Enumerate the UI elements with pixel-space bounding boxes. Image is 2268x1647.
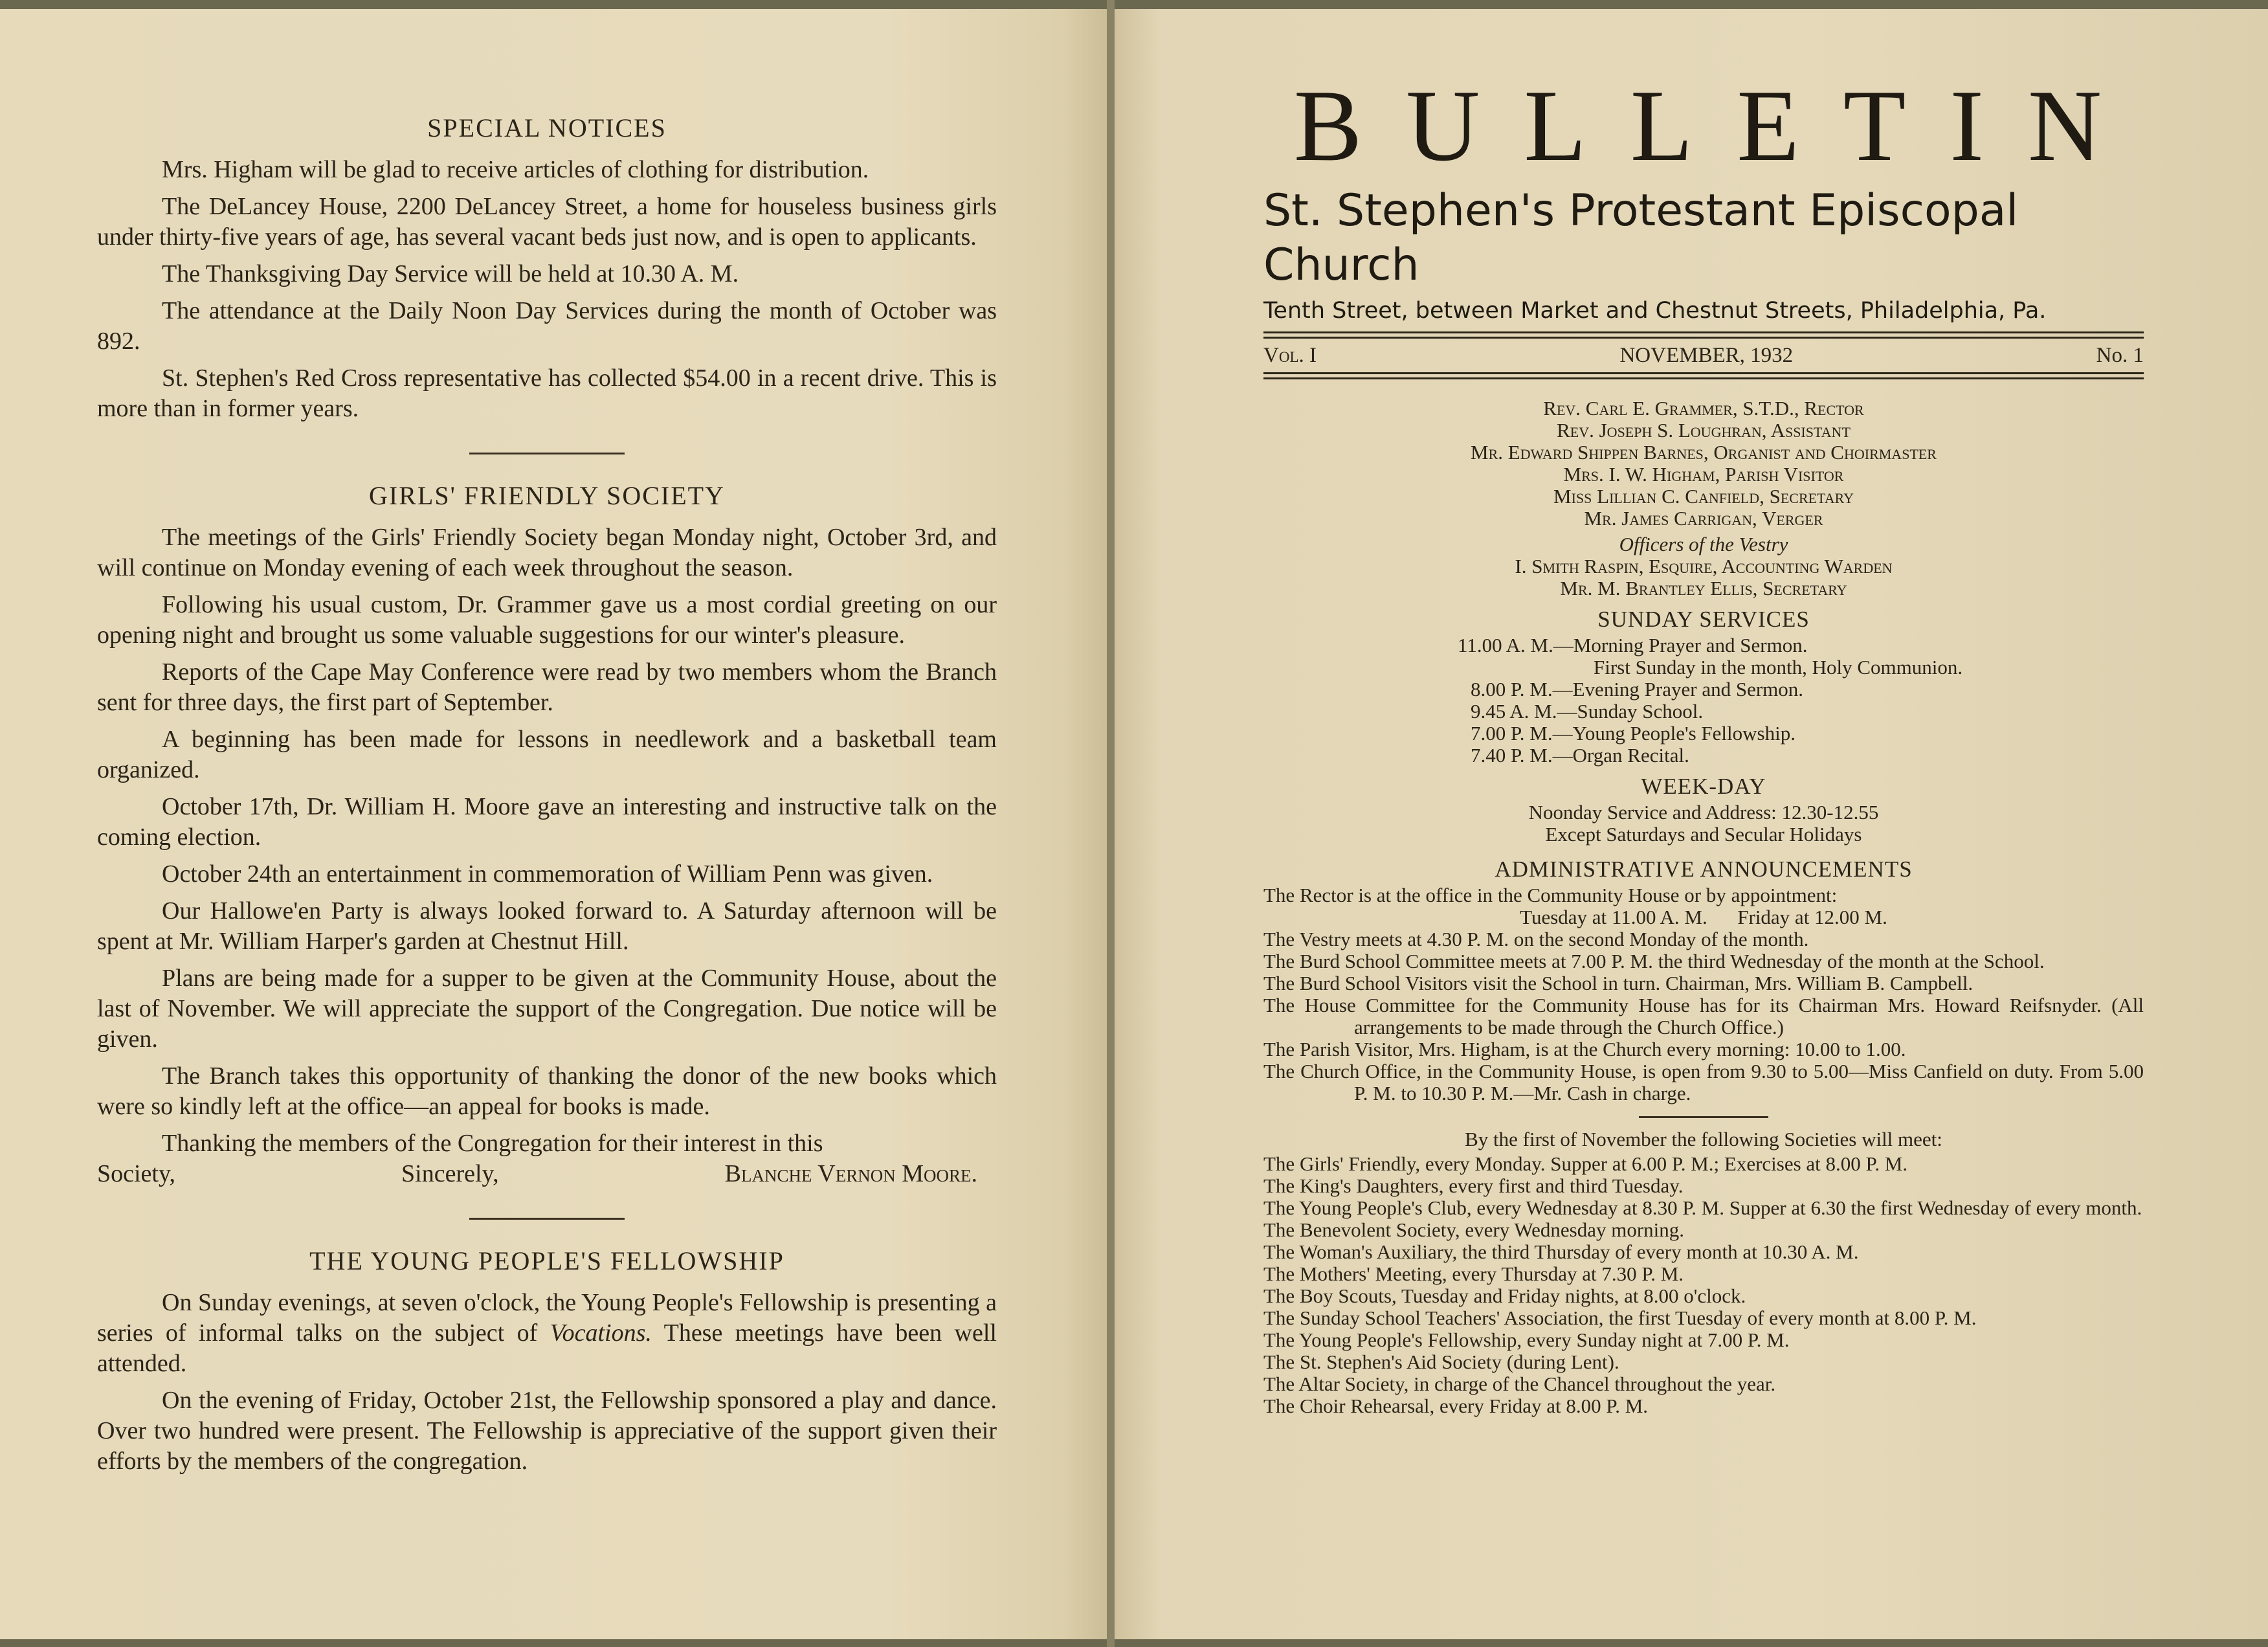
vestry-list <box>1263 555 2144 599</box>
ypf-text: On Sunday evenings, at seven o'clock, the Young People's Fellowship is presenting a series of informal talks on the subject of <box>97 1289 997 1347</box>
gfs-paragraph: Plans are being made for a supper to be given at the Community House, about the last of November. We will appreciate the support of the Congregation. Due notice will be given. <box>97 965 997 1053</box>
staff-entry: Mr. Edward Shippen Barnes, Organist and Choirmaster <box>1471 441 1937 464</box>
weekday-heading: WEEK-DAY <box>1641 774 1766 799</box>
admin-entry: The Rector is at the office in the Community House or by appointment: <box>1263 884 1838 906</box>
notice-paragraph: The attendance at the Daily Noon Day Services during the month of October was 892. <box>97 297 997 355</box>
society-entry: The Boy Scouts, Tuesday and Friday nights, at 8.00 o'clock. <box>1263 1284 1746 1307</box>
staff-list <box>1263 398 2144 530</box>
staff-entry: Mrs. I. W. Higham, Parish Visitor <box>1563 463 1844 486</box>
vestry-entry: Mr. M. Brantley Ellis, Secretary <box>1560 577 1847 599</box>
section-divider <box>1639 1116 1768 1118</box>
ypf-paragraph <box>97 1288 997 1379</box>
issue-date: NOVEMBER, 1932 <box>1619 344 1794 367</box>
service-entry: 8.00 P. M.—Evening Prayer and Sermon. <box>1471 678 1804 700</box>
service-entry: 9.45 A. M.—Sunday School. <box>1471 700 1704 723</box>
sunday-services-list <box>1458 634 2144 767</box>
staff-entry: Rev. Joseph S. Loughran, Assistant <box>1557 419 1851 442</box>
admin-entry: The Burd School Committee meets at 7.00 P. M. the third Wednesday of the month at the School. <box>1263 950 2045 972</box>
sunday-services-heading: SUNDAY SERVICES <box>1597 607 1810 632</box>
service-entry: 7.00 P. M.—Young People's Fellowship. <box>1471 722 1796 745</box>
admin-list <box>1263 884 2144 1104</box>
gfs-paragraph: October 24th an entertainment in commemoration of William Penn was given. <box>162 860 933 888</box>
masthead-rule <box>1263 331 2144 339</box>
admin-entry: The Burd School Visitors visit the School in turn. Chairman, Mrs. William B. Campbell. <box>1263 972 1973 994</box>
page-gutter <box>1107 0 1115 1647</box>
vestry-entry: I. Smith Raspin, Esquire, Accounting Warden <box>1515 555 1893 577</box>
admin-heading: ADMINISTRATIVE ANNOUNCEMENTS <box>1495 857 1913 882</box>
societies-list <box>1263 1153 2144 1417</box>
young-peoples-heading: THE YOUNG PEOPLE'S FELLOWSHIP <box>309 1246 784 1275</box>
society-entry: The Young People's Club, every Wednesday at 8.30 P. M. Supper at 6.30 the first Wednesday of every month. <box>1263 1196 2142 1219</box>
ypf-italic: Vocations. <box>550 1319 652 1347</box>
notice-paragraph: The DeLancey House, 2200 DeLancey Street, a home for houseless business girls under thirty-five years of age, has several vacant beds just now, and is open to applicants. <box>97 193 997 251</box>
admin-entry: The Church Office, in the Community House, is open from 9.30 to 5.00—Miss Canfield on duty. From 5.00 P. M. to 10.30 P. M.—Mr. Cash in charge. <box>1263 1060 2144 1104</box>
right-column <box>1263 71 2144 1417</box>
issue-line <box>1263 342 2144 368</box>
gfs-paragraph: October 17th, Dr. William H. Moore gave an interesting and instructive talk on the coming election. <box>97 793 997 851</box>
gfs-paragraph: The Branch takes this opportunity of thanking the donor of the new books which were so kindly left at the office—an appeal for books is made. <box>97 1062 997 1120</box>
gfs-paragraph: Following his usual custom, Dr. Grammer gave us a most cordial greeting on our opening night and brought us some valuable suggestions for our winter's pleasure. <box>97 591 997 649</box>
vestry-heading: Officers of the Vestry <box>1619 533 1788 555</box>
signature-society: Society, <box>97 1160 176 1187</box>
signature-name: Blanche Vernon Moore. <box>724 1160 977 1187</box>
societies-intro: By the first of November the following Societies will meet: <box>1465 1128 1942 1150</box>
notice-paragraph: The Thanksgiving Day Service will be held at 10.30 A. M. <box>162 260 739 287</box>
staff-entry: Rev. Carl E. Grammer, S.T.D., Rector <box>1543 397 1864 420</box>
church-name: St. Stephen's Protestant Episcopal Church <box>1263 185 2019 291</box>
admin-entry: The House Committee for the Community House has for its Chairman Mrs. Howard Reifsnyder. (All arrangements to be made through the Church Office.) <box>1263 994 2144 1038</box>
society-entry: The Young People's Fellowship, every Sunday night at 7.00 P. M. <box>1263 1328 1790 1351</box>
ypf-paragraph: On the evening of Friday, October 21st, the Fellowship sponsored a play and dance. Over two hundred were present. The Fellowship is appreciative of the support given their efforts by the members of the congregation. <box>97 1387 997 1475</box>
ypf-text: These meetings have been well attended. <box>97 1319 997 1377</box>
admin-entry: The Vestry meets at 4.30 P. M. on the second Monday of the month. <box>1263 928 1809 950</box>
signature-closing: Sincerely, <box>401 1160 499 1187</box>
gfs-paragraph: The meetings of the Girls' Friendly Society began Monday night, October 3rd, and will continue on Monday evening of each week throughout the season. <box>97 524 997 581</box>
girls-friendly-heading: GIRLS' FRIENDLY SOCIETY <box>369 481 725 510</box>
masthead-title: BULLETIN <box>1293 69 2146 183</box>
staff-entry: Miss Lillian C. Canfield, Secretary <box>1553 485 1854 508</box>
section-divider <box>469 1218 625 1220</box>
service-entry: 7.40 P. M.—Organ Recital. <box>1471 744 1689 767</box>
service-entry: 11.00 A. M.—Morning Prayer and Sermon. <box>1458 634 1808 656</box>
notice-paragraph: St. Stephen's Red Cross representative has collected $54.00 in a recent drive. This is more than in former years. <box>97 364 997 422</box>
gfs-paragraph: Thanking the members of the Congregation for their interest in this <box>162 1130 823 1157</box>
society-entry: The St. Stephen's Aid Society (during Lent). <box>1263 1350 1619 1373</box>
left-column <box>97 113 997 1483</box>
weekday-line: Noonday Service and Address: 12.30-12.55 <box>1528 801 1879 824</box>
admin-entry: Tuesday at 11.00 A. M. Friday at 12.00 M. <box>1520 906 1887 928</box>
service-entry: First Sunday in the month, Holy Communion. <box>1594 656 1963 678</box>
notice-paragraph: Mrs. Higham will be glad to receive articles of clothing for distribution. <box>162 156 869 183</box>
section-divider <box>469 453 625 454</box>
issue-rule <box>1263 372 2144 379</box>
admin-entry: The Parish Visitor, Mrs. Higham, is at the Church every morning: 10.00 to 1.00. <box>1263 1038 1906 1060</box>
society-entry: The Woman's Auxiliary, the third Thursday of every month at 10.30 A. M. <box>1263 1240 1859 1263</box>
volume-number: Vol. I <box>1263 344 1317 367</box>
society-entry: The Choir Rehearsal, every Friday at 8.00 P. M. <box>1263 1395 1649 1417</box>
society-entry: The Girls' Friendly, every Monday. Supper at 6.00 P. M.; Exercises at 8.00 P. M. <box>1263 1152 1908 1175</box>
staff-entry: Mr. James Carrigan, Verger <box>1584 507 1823 530</box>
society-entry: The Benevolent Society, every Wednesday morning. <box>1263 1218 1685 1241</box>
society-entry: The King's Daughters, every first and third Tuesday. <box>1263 1174 1684 1197</box>
left-page <box>0 9 1107 1639</box>
church-address: Tenth Street, between Market and Chestnut Streets, Philadelphia, Pa. <box>1263 298 2047 324</box>
society-entry: The Sunday School Teachers' Association, the first Tuesday of every month at 8.00 P. M. <box>1263 1306 1977 1329</box>
society-entry: The Mothers' Meeting, every Thursday at 7.30 P. M. <box>1263 1262 1684 1285</box>
gfs-paragraph: Reports of the Cape May Conference were read by two members whom the Branch sent for three days, the first part of September. <box>97 658 997 716</box>
issue-number: No. 1 <box>2096 344 2144 367</box>
gfs-paragraph: A beginning has been made for lessons in needlework and a basketball team organized. <box>97 726 997 783</box>
gfs-signature <box>97 1159 997 1189</box>
weekday-line: Except Saturdays and Secular Holidays <box>1545 823 1862 846</box>
gfs-paragraph: Our Hallowe'en Party is always looked forward to. A Saturday afternoon will be spent at Mr. William Harper's garden at Chestnut Hill. <box>97 897 997 955</box>
society-entry: The Altar Society, in charge of the Chancel throughout the year. <box>1263 1372 1776 1395</box>
special-notices-heading: SPECIAL NOTICES <box>427 113 667 142</box>
